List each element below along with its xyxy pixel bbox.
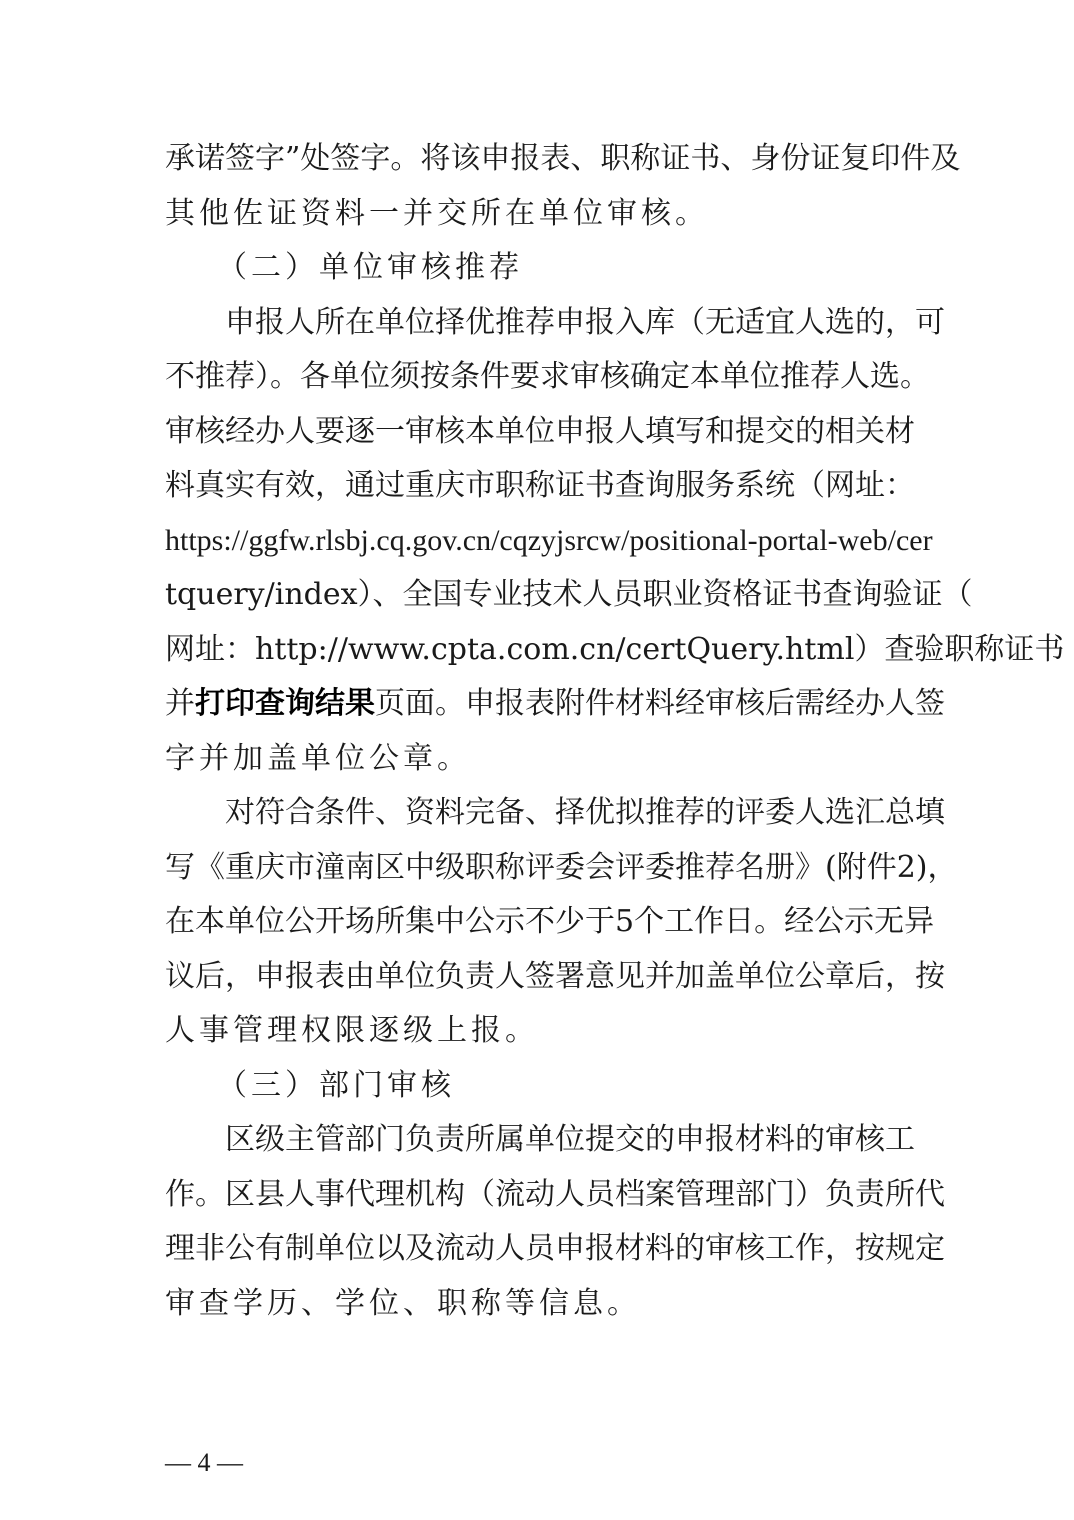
url-line: https://ggfw.rlsbj.cq.gov.cn/cqzyjsrcw/positional-portal-web/cer: [165, 523, 933, 557]
paragraph-line: 审核经办人要逐一审核本单位申报人填写和提交的相关材: [165, 413, 915, 449]
text-span: 页面。申报表附件材料经审核后需经办人签: [375, 686, 945, 721]
section-heading: （三）部门审核: [217, 1067, 455, 1103]
paragraph-line: 区级主管部门负责所属单位提交的申报材料的审核工: [225, 1122, 915, 1157]
paragraph-line: 不推荐）。各单位须按条件要求审核确定本单位推荐人选。: [165, 359, 930, 394]
paragraph-line: 写《重庆市潼南区中级职称评委会评委推荐名册》(附件2)，: [165, 849, 958, 885]
paragraph-line: 其他佐证资料一并交所在单位审核。: [165, 195, 709, 231]
paragraph-line: [165, 677, 945, 732]
paragraph-line: 料真实有效，通过重庆市职称证书查询服务系统（网址：: [165, 468, 915, 503]
page-number: — 4 —: [165, 1448, 243, 1477]
paragraph-line: 字并加盖单位公章。: [165, 740, 471, 776]
body-text: [165, 132, 1065, 1331]
paragraph-line: 理非公有制单位以及流动人员申报材料的审核工作，按规定: [165, 1231, 945, 1266]
paragraph-line: 申报人所在单位择优推荐申报入库（无适宜人选的，可: [225, 304, 945, 340]
paragraph-line: 承诺签字”处签字。将该申报表、职称证书、身份证复印件及: [165, 141, 961, 176]
paragraph-line: 对符合条件、资料完备、择优拟推荐的评委人选汇总填: [225, 795, 945, 830]
section-heading: （二）单位审核推荐: [217, 250, 523, 285]
paragraph-line: 网址：http://www.cpta.com.cn/certQuery.html）查验职称证书: [165, 631, 1065, 667]
paragraph-line: 在本单位公开场所集中公示不少于5个工作日。经公示无异: [165, 904, 935, 939]
paragraph-line: 议后，申报表由单位负责人签署意见并加盖单位公章后，按: [165, 958, 945, 994]
paragraph-line: 审查学历、学位、职称等信息。: [165, 1285, 641, 1321]
text-span: 并: [165, 686, 195, 721]
paragraph-line: 人事管理权限逐级上报。: [165, 1013, 539, 1048]
paragraph-line: tquery/index）、全国专业技术人员职业资格证书查询验证（: [165, 577, 973, 612]
paragraph-line: 作。区县人事代理机构（流动人员档案管理部门）负责所代: [165, 1176, 945, 1212]
bold-text: 打印查询结果: [195, 686, 375, 721]
